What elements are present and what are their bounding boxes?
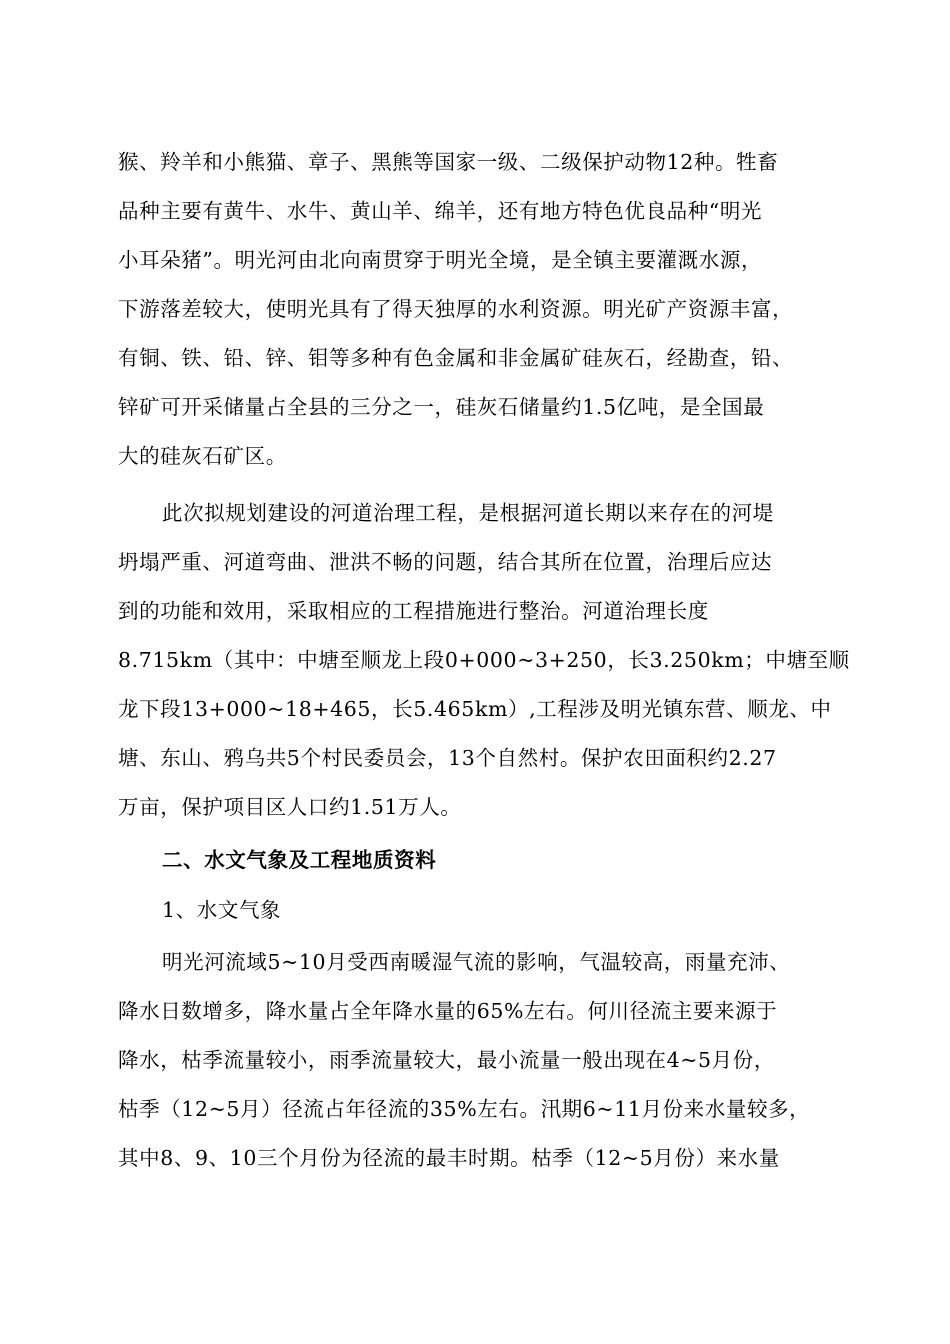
text-line: 有铜、铁、铅、锌、钼等多种有色金属和非金属矿硅灰石，经勘查，铅、: [118, 346, 794, 370]
text-line: 到的功能和效用，采取相应的工程措施进行整治。河道治理长度: [118, 599, 709, 623]
text-line: 其中8、9、10三个月份为径流的最丰时期。枯季（12~5月份）来水量: [118, 1146, 780, 1170]
text-line: 下游落差较大，使明光具有了得天独厚的水利资源。明光矿产资源丰富，: [118, 297, 794, 321]
text-line: 万亩，保护项目区人口约1.51万人。: [118, 795, 462, 819]
text-line: 降水，枯季流量较小，雨季流量较大，最小流量一般出现在4~5月份，: [118, 1048, 775, 1072]
text-line: 猴、羚羊和小熊猫、章子、黑熊等国家一级、二级保护动物12种。牲畜: [118, 150, 779, 174]
text-line: 小耳朵猪”。明光河由北向南贯穿于明光全境，是全镇主要灌溉水源，: [118, 248, 763, 272]
text-line: 坍塌严重、河道弯曲、泄洪不畅的问题，结合其所在位置，治理后应达: [118, 550, 773, 574]
text-line: 塘、东山、鸦乌共5个村民委员会，13个自然村。保护农田面积约2.27: [118, 746, 777, 770]
text-line: 降水日数增多，降水量占全年降水量的65%左右。何川径流主要来源于: [118, 999, 778, 1023]
text-line: 品种主要有黄牛、水牛、黄山羊、绵羊，还有地方特色优良品种“明光: [118, 199, 763, 223]
paragraph-first-line: 明光河流域5~10月受西南暖湿气流的影响，气温较高，雨量充沛、: [162, 950, 791, 974]
text-line: 8.715km（其中：中塘至顺龙上段0+000~3+250，长3.250km；中塘至顺: [118, 648, 850, 672]
section-heading: 二、水文气象及工程地质资料: [162, 848, 437, 872]
paragraph-first-line: 此次拟规划建设的河道治理工程，是根据河道长期以来存在的河堤: [162, 501, 774, 525]
text-line: 锌矿可开采储量占全县的三分之一，硅灰石储量约1.5亿吨，是全国最: [118, 395, 765, 419]
text-line: 大的硅灰石矿区。: [118, 444, 287, 468]
text-line: 龙下段13+000~18+465，长5.465km）,工程涉及明光镇东营、顺龙、中: [118, 697, 832, 721]
text-line: 枯季（12~5月）径流占年径流的35%左右。汛期6~11月份来水量较多，: [118, 1097, 811, 1121]
subsection-heading: 1、水文气象: [162, 898, 282, 922]
